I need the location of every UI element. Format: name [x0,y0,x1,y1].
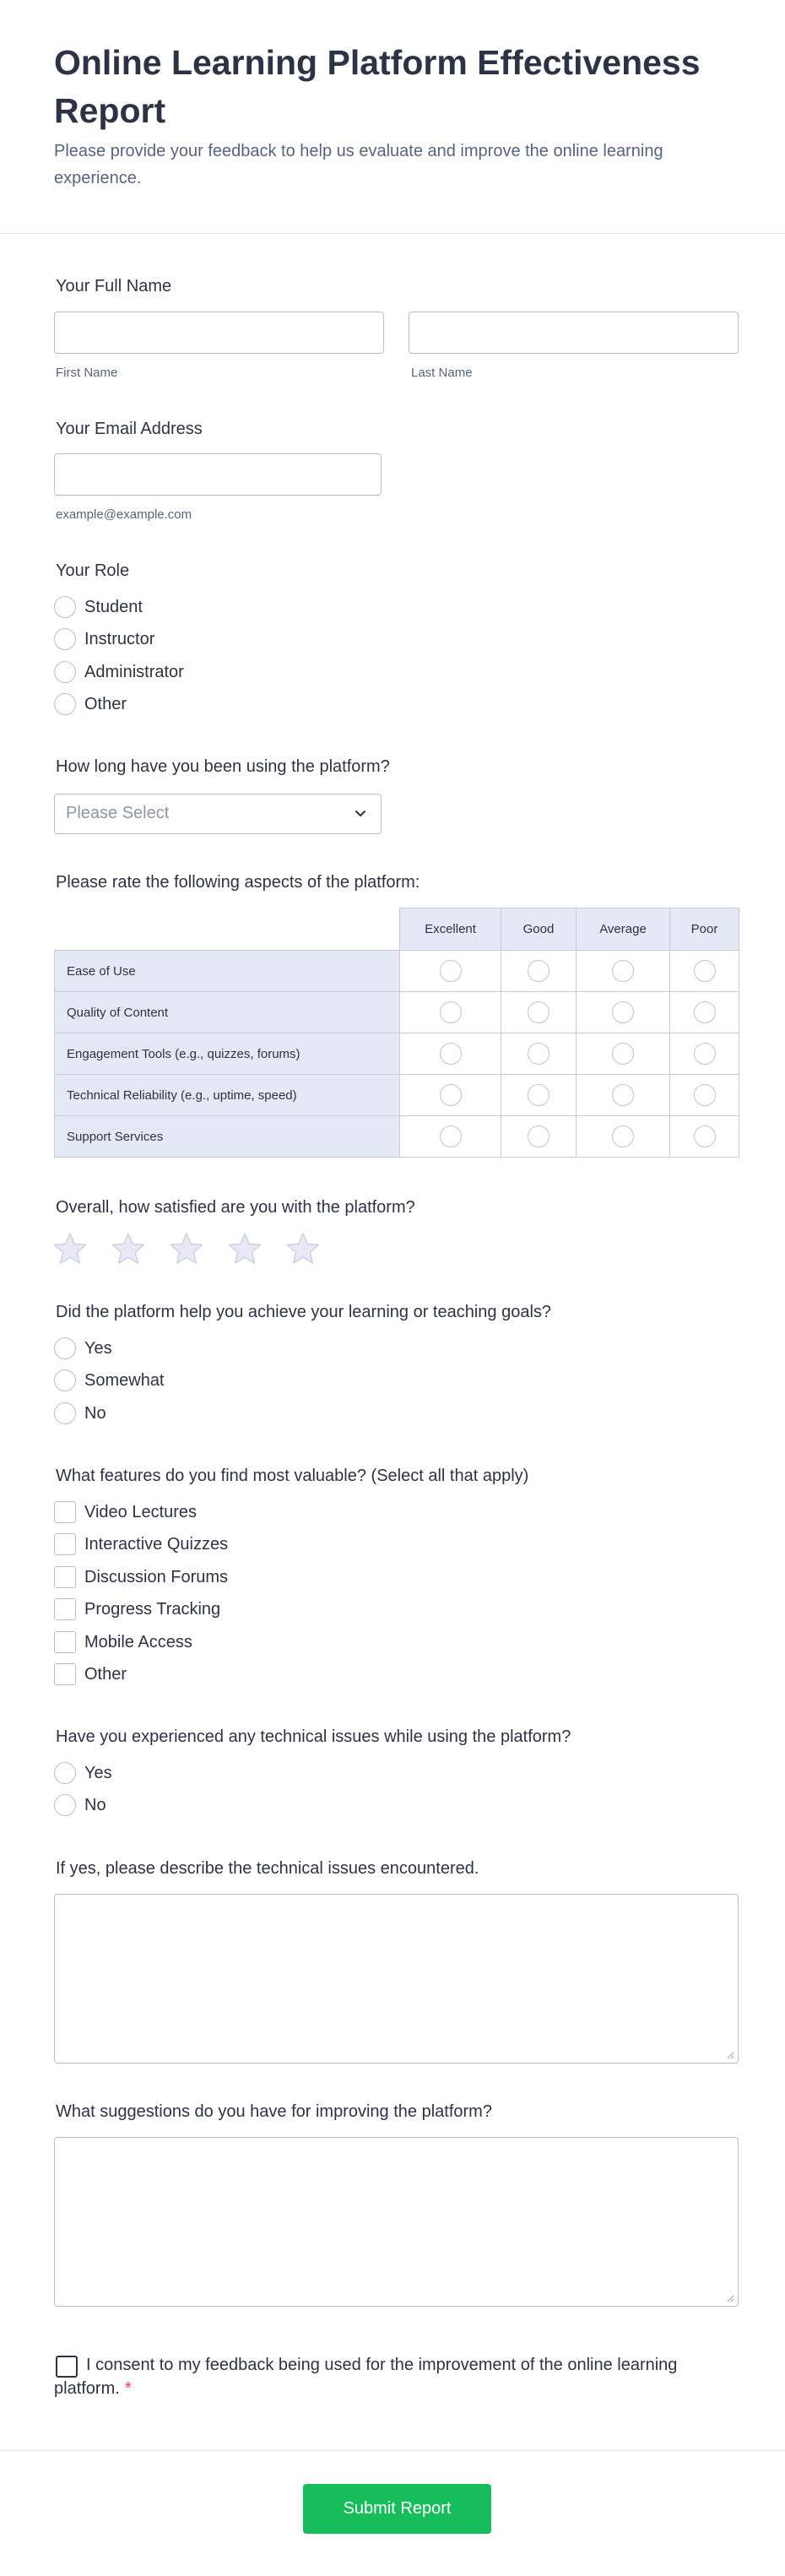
matrix-radio[interactable] [694,960,716,982]
feature-option-mobile-access[interactable] [54,1630,192,1654]
option-label: Discussion Forums [84,1567,229,1586]
matrix-radio[interactable] [440,1084,462,1106]
feature-option-other[interactable] [54,1662,127,1686]
feature-option-video-lectures[interactable] [54,1500,197,1524]
matrix-row-label: Technical Reliability (e.g., uptime, speed) [55,1075,400,1116]
matrix-radio[interactable] [528,1125,550,1147]
option-label: Progress Tracking [84,1599,221,1619]
email-label: Your Email Address [56,420,203,438]
chevron-down-icon [352,805,369,822]
radio-button[interactable] [54,1402,76,1424]
option-label: Somewhat [84,1370,165,1390]
consent-text: I consent to my feedback being used for the improvement of the online learning platform. [54,2356,678,2398]
feature-option-discussion-forums[interactable] [54,1565,228,1589]
first-name-sublabel: First Name [56,366,118,380]
matrix-row-label: Ease of Use [55,951,400,992]
suggestions-textarea[interactable] [54,2137,739,2307]
goals-option-no[interactable] [54,1402,106,1425]
option-label: Student [84,597,143,616]
star-rating [52,1231,344,1266]
checkbox[interactable] [54,1631,76,1653]
matrix-radio[interactable] [612,960,634,982]
role-option-administrator[interactable] [54,660,184,684]
matrix-radio[interactable] [528,1043,550,1065]
star-icon[interactable] [111,1231,146,1266]
matrix-row-label: Engagement Tools (e.g., quizzes, forums) [55,1033,400,1075]
full-name-label: Your Full Name [56,277,172,296]
star-icon[interactable] [169,1231,204,1266]
checkbox[interactable] [54,1663,76,1685]
matrix-row [55,1033,739,1075]
matrix-radio[interactable] [440,960,462,982]
submit-button[interactable]: Submit Report [303,2484,491,2534]
matrix-row-label: Support Services [55,1116,400,1158]
feature-option-progress-tracking[interactable] [54,1597,220,1621]
role-label: Your Role [56,561,130,580]
duration-select[interactable] [54,794,382,834]
resize-handle-icon[interactable] [726,2294,734,2302]
matrix-column-header: Poor [670,908,739,951]
star-icon[interactable] [285,1231,321,1266]
goals-option-yes[interactable] [54,1337,112,1360]
consent-label [54,2353,712,2400]
first-name-input[interactable] [54,312,384,354]
issues-description-label: If yes, please describe the technical issues encountered. [56,1859,479,1878]
star-icon[interactable] [52,1231,88,1266]
page-subtitle: Please provide your feedback to help us evaluate and improve the online learning experience. [54,142,663,187]
goals-option-somewhat[interactable] [54,1369,165,1392]
radio-button[interactable] [54,1762,76,1784]
matrix-row [55,1116,739,1158]
matrix-radio[interactable] [528,1001,550,1023]
radio-button[interactable] [54,1794,76,1816]
checkbox[interactable] [54,1598,76,1620]
last-name-sublabel: Last Name [411,366,473,380]
role-option-instructor[interactable] [54,627,154,651]
option-label: Instructor [84,629,155,648]
tech-issues-label: Have you experienced any technical issues while using the platform? [56,1727,571,1746]
rating-matrix-label: Please rate the following aspects of the platform: [56,873,420,892]
satisfaction-label: Overall, how satisfied are you with the platform? [56,1198,415,1217]
tech-issues-option-yes[interactable] [54,1761,112,1785]
option-label: Yes [84,1338,112,1358]
rating-matrix [54,908,739,1158]
checkbox[interactable] [54,1533,76,1555]
radio-button[interactable] [54,628,76,650]
matrix-radio[interactable] [612,1001,634,1023]
matrix-radio[interactable] [612,1084,634,1106]
option-label: No [84,1403,106,1423]
resize-handle-icon[interactable] [726,2051,734,2059]
radio-button[interactable] [54,1337,76,1359]
matrix-radio[interactable] [694,1043,716,1065]
page-title: Online Learning Platform Effectiveness Report [54,43,701,130]
radio-button[interactable] [54,661,76,683]
form-header [0,0,785,234]
email-input[interactable] [54,453,382,496]
radio-button[interactable] [54,596,76,618]
option-label: Other [84,694,127,713]
features-label: What features do you find most valuable? (Select all that apply) [56,1467,529,1485]
footer-divider [0,2450,785,2451]
option-label: Mobile Access [84,1632,192,1651]
option-label: Other [84,1664,127,1684]
last-name-input[interactable] [409,312,739,354]
goals-label: Did the platform help you achieve your learning or teaching goals? [56,1303,552,1321]
role-option-student[interactable] [54,595,143,619]
option-label: No [84,1795,106,1814]
matrix-radio[interactable] [440,1125,462,1147]
checkbox[interactable] [54,1566,76,1588]
option-label: Administrator [84,662,184,681]
radio-button[interactable] [54,1369,76,1391]
matrix-column-header: Average [577,908,670,951]
tech-issues-option-no[interactable] [54,1793,106,1817]
matrix-radio[interactable] [612,1125,634,1147]
duration-label: How long have you been using the platform? [56,757,390,776]
matrix-radio[interactable] [528,1084,550,1106]
option-label: Interactive Quizzes [84,1534,229,1554]
matrix-row [55,992,739,1033]
matrix-column-header: Good [501,908,577,951]
matrix-radio[interactable] [694,1084,716,1106]
matrix-radio[interactable] [440,1043,462,1065]
feature-option-interactive-quizzes[interactable] [54,1532,228,1556]
matrix-radio[interactable] [528,960,550,982]
option-label: Yes [84,1763,112,1782]
matrix-row [55,951,739,992]
checkbox[interactable] [54,1501,76,1523]
matrix-radio[interactable] [440,1001,462,1023]
option-label: Video Lectures [84,1502,198,1521]
radio-button[interactable] [54,693,76,715]
issues-description-textarea[interactable] [54,1894,739,2064]
matrix-column-header: Excellent [400,908,501,951]
matrix-radio[interactable] [694,1125,716,1147]
matrix-radio[interactable] [612,1043,634,1065]
select-placeholder: Please Select [66,804,170,822]
matrix-radio[interactable] [694,1001,716,1023]
required-mark: * [124,2379,132,2398]
matrix-corner [55,908,400,951]
matrix-row-label: Quality of Content [55,992,400,1033]
matrix-row [55,1075,739,1116]
star-icon[interactable] [227,1231,263,1266]
email-sublabel: example@example.com [56,507,192,522]
role-option-other[interactable] [54,692,127,716]
suggestions-label: What suggestions do you have for improving the platform? [56,2102,492,2121]
